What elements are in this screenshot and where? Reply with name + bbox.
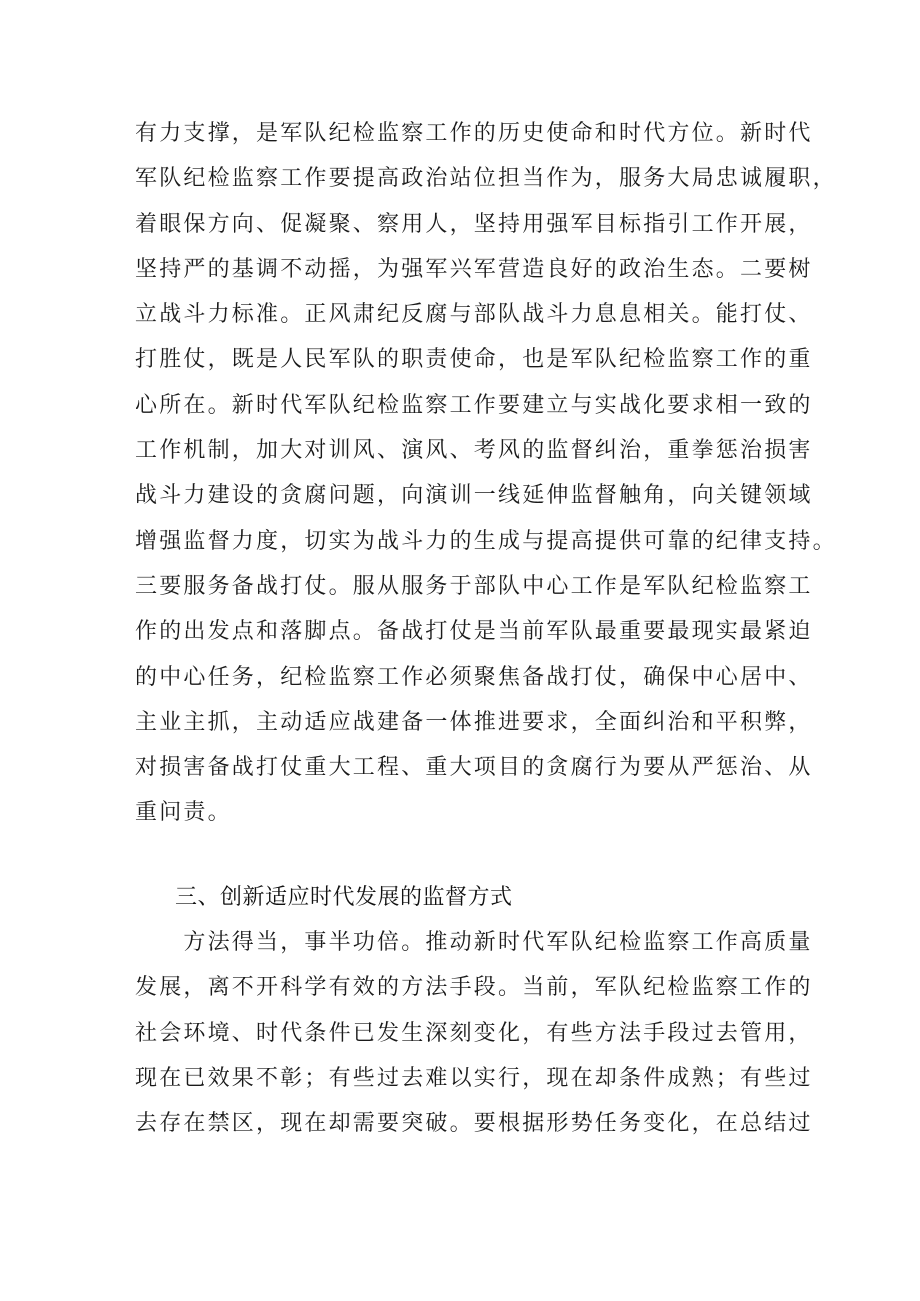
paragraph-line: 增强监督力度，切实为战斗力的生成与提高提供可靠的纪律支持。: [135, 528, 837, 554]
paragraph-line: 主业主抓，主动适应战建备一体推进要求，全面纠治和平积弊，: [135, 709, 813, 735]
body-paragraph: [135, 920, 813, 1146]
paragraph-line: 去存在禁区，现在却需要突破。要根据形势任务变化，在总结过: [135, 1111, 813, 1137]
paragraph-line: 三要服务备战打仗。服从服务于部队中心工作是军队纪检监察工: [135, 573, 813, 599]
paragraph-line: 发展，离不开科学有效的方法手段。当前，军队纪检监察工作的: [135, 975, 813, 1001]
paragraph-line: 工作机制，加大对训风、演风、考风的监督纠治，重拳惩治损害: [135, 438, 813, 464]
body-paragraph: [135, 111, 837, 836]
paragraph-line: 心所在。新时代军队纪检监察工作要建立与实战化要求相一致的: [135, 392, 813, 418]
paragraph-line: 军队纪检监察工作要提高政治站位担当作为，服务大局忠诚履职，: [135, 166, 837, 192]
paragraph-line: 对损害备战打仗重大工程、重大项目的贪腐行为要从严惩治、从: [135, 755, 813, 781]
paragraph-line: 作的出发点和落脚点。备战打仗是当前军队最重要最现实最紧迫: [135, 619, 813, 645]
paragraph-line: 社会环境、时代条件已发生深刻变化，有些方法手段过去管用，: [135, 1020, 813, 1046]
paragraph-line: 的中心任务，纪检监察工作必须聚焦备战打仗，确保中心居中、: [135, 664, 813, 690]
paragraph-line: 方法得当，事半功倍。推动新时代军队纪检监察工作高质量: [135, 930, 813, 955]
paragraph-line: 坚持严的基调不动摇，为强军兴军营造良好的政治生态。二要树: [135, 256, 813, 282]
paragraph-line: 立战斗力标准。正风肃纪反腐与部队战斗力息息相关。能打仗、: [135, 302, 813, 328]
section-heading: 三、创新适应时代发展的监督方式: [175, 885, 513, 910]
paragraph-line: 现在已效果不彰；有些过去难以实行，现在却条件成熟；有些过: [135, 1065, 813, 1091]
paragraph-line: 着眼保方向、促凝聚、察用人，坚持用强军目标指引工作开展，: [135, 211, 813, 237]
paragraph-line: 打胜仗，既是人民军队的职责使命，也是军队纪检监察工作的重: [135, 347, 813, 373]
paragraph-line: 战斗力建设的贪腐问题，向演训一线延伸监督触角，向关键领域: [135, 483, 813, 509]
paragraph-line: 有力支撑，是军队纪检监察工作的历史使命和时代方位。新时代: [135, 121, 813, 146]
paragraph-line: 重问责。: [135, 800, 232, 826]
